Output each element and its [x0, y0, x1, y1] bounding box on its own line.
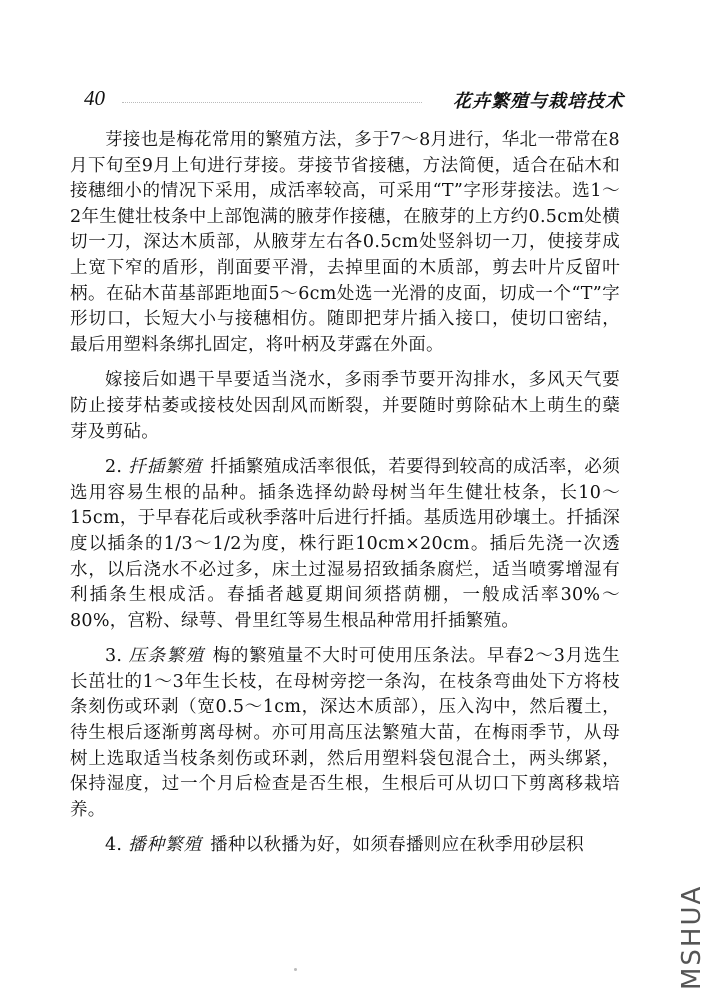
paragraph-text: 嫁接后如遇干旱要适当浇水，多雨季节要开沟排水，多风天气要防止接芽枯萎或接枝处因刮风而断裂，并要随时剪除砧木上萌生的蘖芽及剪砧。: [70, 370, 620, 442]
body-text: [70, 128, 620, 869]
section-number: 4.: [105, 835, 123, 856]
section-title: 播种繁殖: [128, 835, 203, 856]
paragraph-text: 播种以秋播为好，如须春播则应在秋季用砂层积: [210, 835, 584, 856]
paragraph-cutting: [70, 455, 620, 634]
page-header: [84, 86, 624, 114]
section-number: 3.: [105, 646, 123, 667]
paragraph-seeding: [70, 833, 620, 859]
paragraph-layering: [70, 644, 620, 823]
paragraph-text: 梅的繁殖量不大时可使用压条法。早春2～3月选生长茁壮的1～3年生长枝，在母树旁挖一条沟，在枝条弯曲处下方将枝条刻伤或环剥（宽0.5～1cm，深达木质部），压入沟中，然后覆土，待生根后逐渐剪离母树。亦可用高压法繁殖大苗，在梅雨季节，从母树上选取适当枝条刻伤或环剥，然后用塑料袋包混合土，两头绑紧，保持湿度，过一个月后检查是否生根，生根后可从切口下剪离移栽培养。: [70, 646, 620, 820]
paragraph-text: 扦插繁殖成活率很低，若要得到较高的成活率，必须选用容易生根的品种。插条选择幼龄母树当年生健壮枝条，长10～15cm，于早春花后或秋季落叶后进行扦插。基质选用砂壤土。扦插深度以插条的1/3～1/2为度，株行距10cm×20cm。插后先浇一次透水，以后浇水不必过多，床土过湿易招致插条腐烂，适当喷雾增湿有利插条生根成活。春插者越夏期间须搭荫棚，一般成活率30%～80%，宫粉、绿萼、骨里红等易生根品种常用扦插繁殖。: [70, 457, 620, 631]
section-title: 扦插繁殖: [128, 457, 203, 478]
paragraph-budding: [70, 128, 620, 358]
page-number: 40: [84, 86, 105, 110]
paragraph-aftercare: [70, 368, 620, 445]
watermark: MSHUA: [677, 884, 707, 990]
section-title: 压条繁殖: [128, 646, 205, 667]
running-title: 花卉繁殖与栽培技术: [453, 91, 624, 112]
header-rule: [122, 102, 422, 103]
section-number: 2.: [105, 457, 123, 478]
paragraph-text: 芽接也是梅花常用的繁殖方法，多于7～8月进行，华北一带常在8月下旬至9月上旬进行芽接。芽接节省接穗，方法简便，适合在砧木和接穗细小的情况下采用，成活率较高，可采用“T”字形芽接法。选1～2年生健壮枝条中上部饱满的腋芽作接穗，在腋芽的上方约0.5cm处横切一刀，深达木质部，从腋芽左右各0.5cm处竖斜切一刀，使接芽成上宽下窄的盾形，削面要平滑，去掉里面的木质部，剪去叶片反留叶柄。在砧木苗基部距地面5～6cm处选一光滑的皮面，切成一个“T”字形切口，长短大小与接穗相仿。随即把芽片插入接口，使切口密结，最后用塑料条绑扎固定，将叶柄及芽露在外面。: [70, 130, 620, 355]
scan-speck: [294, 968, 297, 971]
